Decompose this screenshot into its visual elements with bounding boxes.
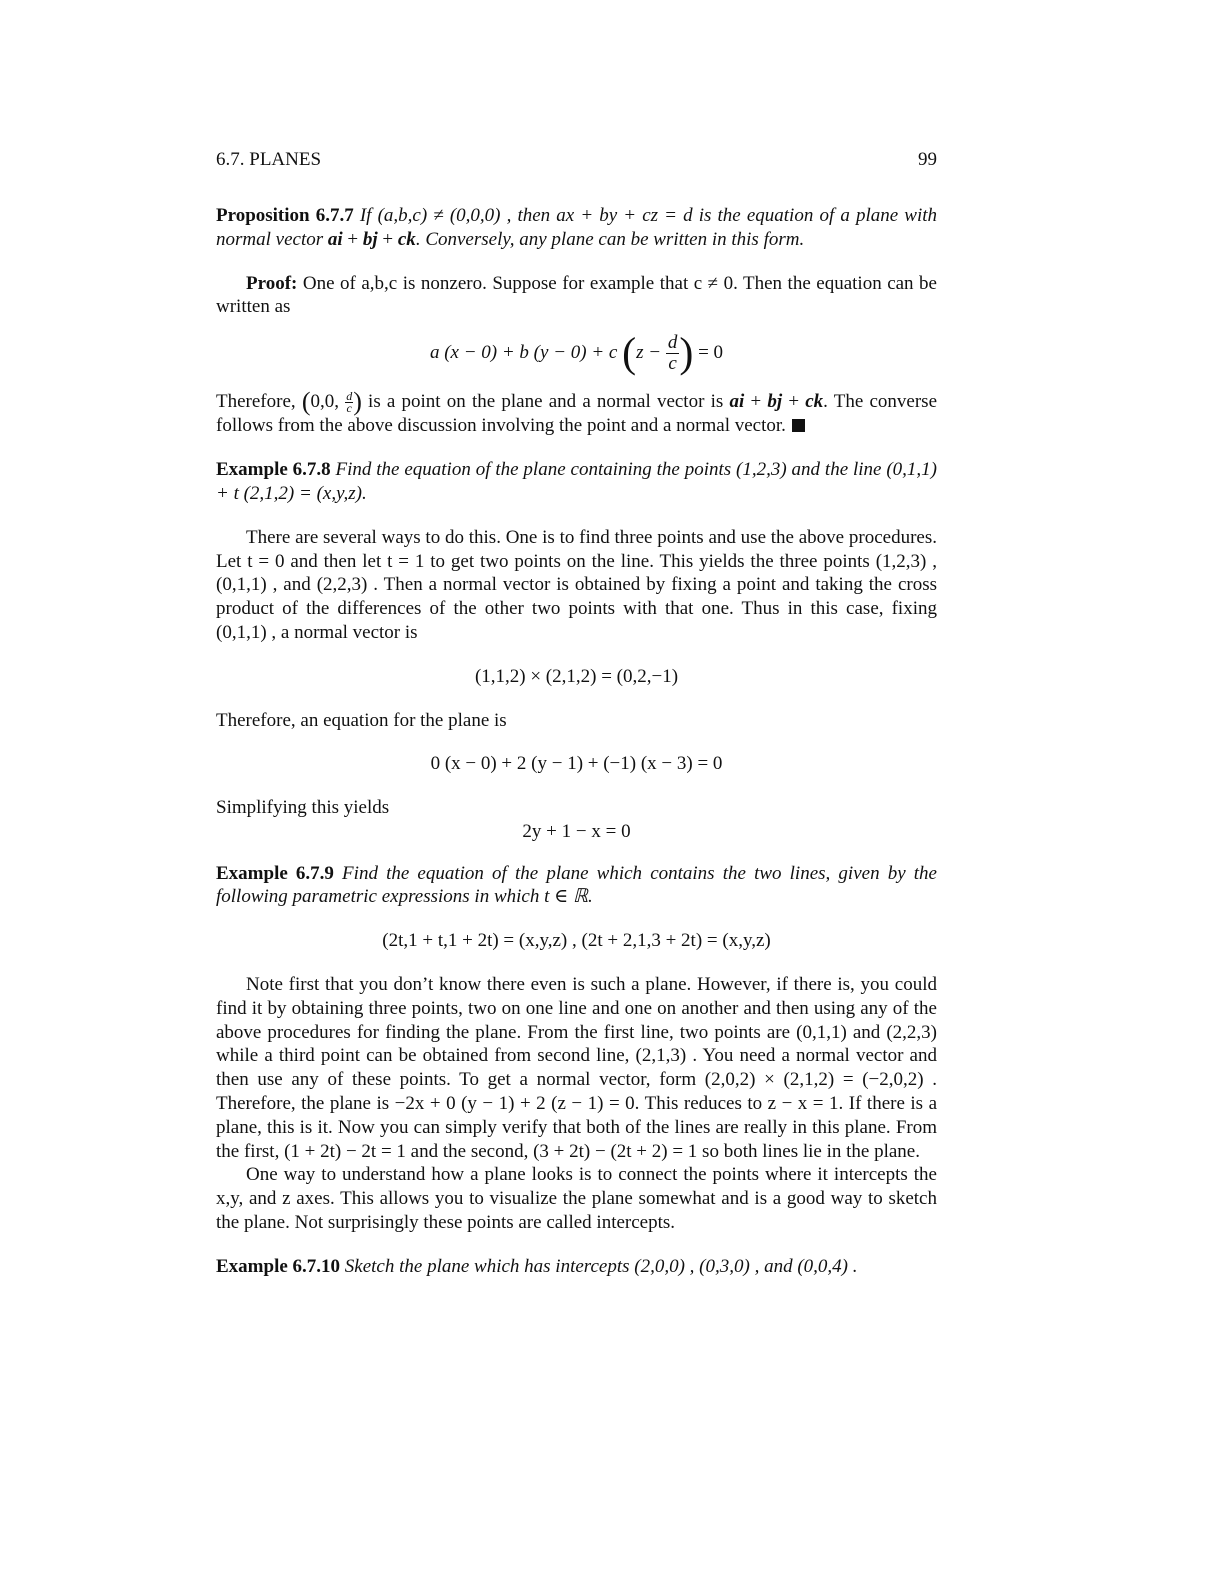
plane-equation: 0 (x − 0) + 2 (y − 1) + (−1) (x − 3) = 0 [430,753,723,775]
equation-left: a (x − 0) + b (y − 0) + c [429,342,623,364]
example-6-7-10 [216,1255,937,1279]
therefore-plane-text: Therefore, an equation for the plane is [216,709,507,731]
simplified-equation: 2y + 1 − x = 0 [522,820,631,842]
equation-inner: z − [636,342,666,364]
fraction-denominator: c [346,401,352,416]
proof-paragraph [216,272,937,320]
fraction-d-over-c [666,333,680,374]
proof-conclusion [216,387,937,438]
vector-ai: ai [729,391,745,413]
vector-ck: ck [397,228,416,250]
paren-close: ) [353,387,362,417]
fraction-denominator: c [668,353,677,375]
therefore-end: . The converse follows from the above discussion involving the point and a normal vector. [216,391,937,437]
therefore-middle: is a point on the plane and a normal vector is [361,391,730,413]
fraction-numerator: d [346,389,353,404]
therefore-text: Therefore, [216,391,302,413]
vector-bj: bj [362,228,378,250]
example-label: Example 6.7.10 [216,1255,341,1277]
qed-square-icon [792,419,805,432]
intercepts-paragraph: One way to understand how a plane looks is to connect the points where it intercepts the x,y, and z axes. This allows you to visualize the plane somewhat and is a good way to sketch the plane. Not surprisingly these points are called intercepts. [216,1164,937,1234]
paren-close: ) [679,330,694,377]
simplifying-text: Simplifying this yields [216,797,390,819]
plus-sign: + [744,391,768,413]
example-label: Example 6.7.9 [216,862,334,884]
vector-bj: bj [767,391,783,413]
proposition-6-7-7 [216,204,937,252]
proof-text: One of a,b,c is nonzero. Suppose for example that c ≠ 0. Then the equation can be written as [216,272,937,318]
small-fraction [345,391,353,414]
proposition-line-2-post: . Conversely, any plane can be written in this form. [415,228,805,250]
proof-label: Proof: [246,272,298,294]
plus-sign: + [782,391,806,413]
section-title: 6.7. PLANES [216,149,322,170]
point-coordinates: 0,0, [310,391,346,413]
running-header [216,148,937,172]
proposition-line-1: If (a,b,c) ≠ (0,0,0) , then ax + by + cz = d is the equation of a plane [359,205,899,226]
proposition-label: Proposition 6.7.7 [216,205,354,226]
proof-equation [216,330,937,377]
vector-ai: ai [327,228,343,250]
example-6-7-9 [216,862,937,910]
cross-product-equation: (1,1,2) × (2,1,2) = (0,2,−1) [474,665,679,687]
example-statement: Find the equation of the plane containing the points (1,2,3) and the line (0,1,1) + t (2,1,2) = (x,y,z). [216,459,938,504]
plus-sign: + [342,228,363,250]
paren-open: ( [622,330,637,377]
example-statement: Find the equation of the plane which contains the two lines, given by the following parametric expressions in which t ∈ ℝ. [216,862,937,908]
example-statement: Sketch the plane which has intercepts (2,0,0) , (0,3,0) , and (0,0,4) . [340,1255,858,1277]
example-6-7-8 [216,458,937,506]
equation-right: = 0 [693,342,724,364]
example-6-7-8-solution: There are several ways to do this. One is to find three points and use the above procedures. Let t = 0 and then let t = 1 to get two points on the line. This yields the three points (1,2,3) , (0,1,1) , and (2,2,3) . Then a normal vector is obtained by fixing a point and taking the cross product of the differences of the other two points with that one. Thus in this case, fixing (0,1,1) , a normal vector is [216,526,937,643]
plus-sign: + [377,228,398,250]
proposition-line-2-pre: with normal vector [216,205,938,250]
two-lines-equation: (2t,1 + t,1 + 2t) = (x,y,z) , (2t + 2,1,3 + 2t) = (x,y,z) [382,930,771,952]
example-label: Example 6.7.8 [216,459,331,481]
example-6-7-9-solution: Note first that you don’t know there even is such a plane. However, if there is, you could find it by obtaining three points, two on one line and one on another and then using any of the above procedures for finding the plane. From the first line, two points are (0,1,1) and (2,2,3) while a third point can be obtained from second line, (2,1,3) . You need a normal vector and then use any of these points. To get a normal vector, form (2,0,2) × (2,1,2) = (−2,0,2) . Therefore, the plane is −2x + 0 (y − 1) + 2 (z − 1) = 0. This reduces to z − x = 1. If there is a plane, this is it. Now you can simply verify that both of the lines are really in this plane. From the first, (1 + 2t) − 2t = 1 and the second, (3 + 2t) − (2t + 2) = 1 so both lines lie in the plane. [216,974,937,1162]
page-content [216,148,937,1279]
vector-ck: ck [805,391,824,413]
paren-open: ( [301,387,311,417]
fraction-numerator: d [667,332,678,354]
page-number: 99 [918,149,937,170]
